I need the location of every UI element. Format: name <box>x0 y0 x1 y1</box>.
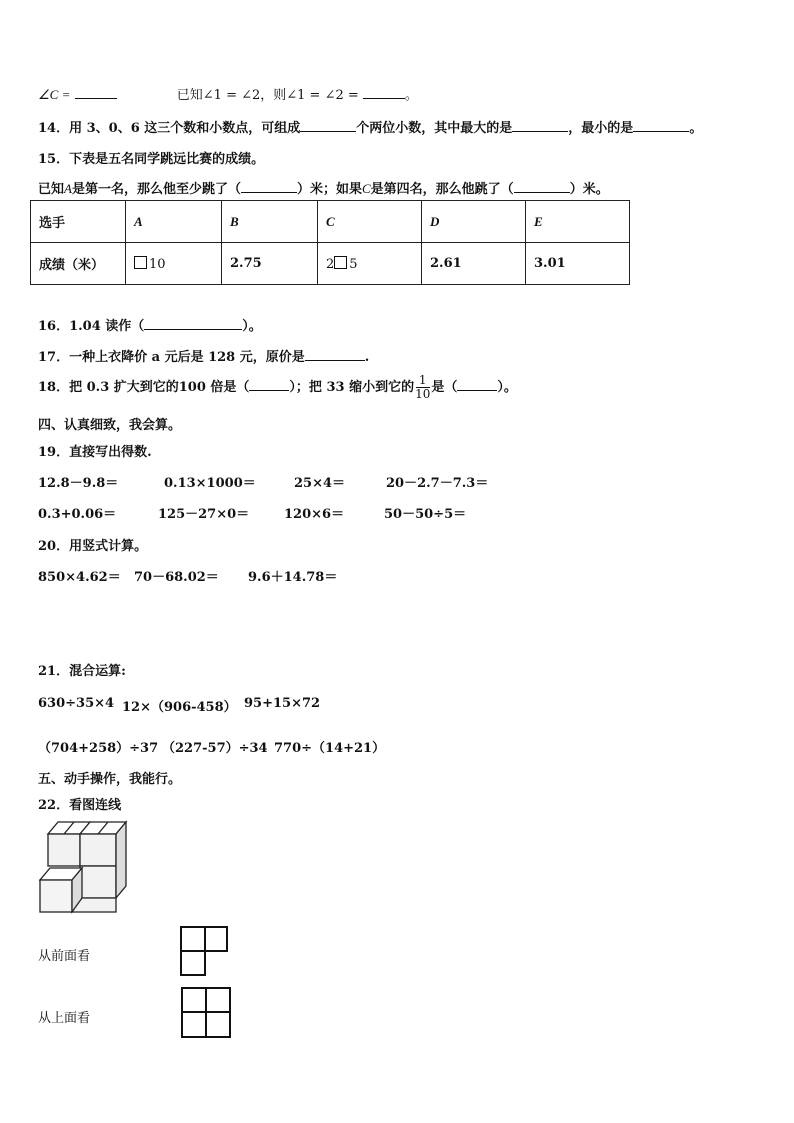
front-view-grid <box>179 925 231 979</box>
q19-item: 120×6＝ <box>284 507 345 522</box>
table-row <box>31 201 630 243</box>
section-4-heading: 四、认真细致，我会算。 <box>38 418 182 433</box>
header-b: B <box>222 201 318 243</box>
question-14: 14．用 3、0、6 这三个数和小数点，可组成 个两位小数，其中最大的是 ，最小的是 。 <box>38 121 703 136</box>
header-d: D <box>422 201 526 243</box>
cube-stack-figure <box>38 818 138 918</box>
cell-a: 10 <box>126 243 222 285</box>
q18-blank-1 <box>249 378 289 391</box>
top-view-label: 从上面看 <box>38 1011 91 1026</box>
q19-item: 50－50÷5＝ <box>384 507 467 522</box>
angle-equal-blank <box>363 86 405 99</box>
q21-item: 12×（906-458） <box>122 700 237 715</box>
missing-digit-box <box>334 256 347 269</box>
angle-c-blank <box>75 86 117 99</box>
front-view-label: 从前面看 <box>38 949 91 964</box>
angle-line: ∠C = 已知∠1 = ∠2，则∠1 = ∠2 = 。 <box>38 87 418 103</box>
fraction: $\frac{1}{10}$ <box>415 373 431 401</box>
q19-item: 0.13×1000＝ <box>164 476 256 491</box>
question-19-title: 19．直接写出得数. <box>38 445 152 460</box>
top-view-grid <box>180 986 232 1040</box>
header-player: 选手 <box>31 201 126 243</box>
q21-item: 770÷（14+21） <box>274 741 386 756</box>
cell-e: 3.01 <box>526 243 630 285</box>
cell-b: 2.75 <box>222 243 318 285</box>
table-row <box>31 243 630 285</box>
missing-digit-box <box>134 256 147 269</box>
q14-blank-min <box>633 119 689 132</box>
header-e: E <box>526 201 630 243</box>
header-c: C <box>318 201 422 243</box>
q14-blank-max <box>512 119 568 132</box>
q14-blank-count <box>300 119 356 132</box>
row-label: 成绩（米） <box>31 243 126 285</box>
q19-item: 25×4＝ <box>294 476 346 491</box>
question-21-title: 21．混合运算: <box>38 664 126 679</box>
q20-item: 850×4.62＝ <box>38 570 121 585</box>
question-16: 16．1.04 读作（ ）。 <box>38 319 262 334</box>
q19-item: 125－27×0＝ <box>158 507 250 522</box>
question-18: 18．把 0.3 扩大到它的100 倍是（ ）；把 33 缩小到它的 $\frac{1}{10}$ 是（ ）。 <box>38 373 517 401</box>
q20-item: 70－68.02＝ <box>134 570 219 585</box>
q20-item: 9.6＋14.78＝ <box>248 570 338 585</box>
q19-item: 0.3+0.06＝ <box>38 507 117 522</box>
question-15-title: 15．下表是五名同学跳远比赛的成绩。 <box>38 152 265 167</box>
q15-blank-c <box>514 180 570 193</box>
q21-item: （704+258）÷37 <box>38 741 159 756</box>
q21-item: 95+15×72 <box>244 696 321 711</box>
angle-c-label: ∠C = <box>38 87 71 102</box>
q21-item: 630÷35×4 <box>38 696 115 711</box>
score-table <box>30 200 630 285</box>
question-20-title: 20．用竖式计算。 <box>38 539 148 554</box>
q21-item: （227-57）÷34 <box>162 741 268 756</box>
q16-blank <box>144 317 242 330</box>
angle-known-text: 已知∠1 = ∠2，则∠1 = ∠2 = <box>176 88 359 103</box>
header-a: A <box>126 201 222 243</box>
cell-c: 2 5 <box>318 243 422 285</box>
question-15-text: 已知A是第一名，那么他至少跳了（ ）米；如果C是第四名，那么他跳了（ ）米。 <box>38 181 609 197</box>
q17-blank <box>305 348 365 361</box>
q18-blank-2 <box>457 378 497 391</box>
question-22-title: 22．看图连线 <box>38 798 122 813</box>
q19-item: 20－2.7－7.3＝ <box>386 476 489 491</box>
question-17: 17．一种上衣降价 a 元后是 128 元，原价是 . <box>38 350 370 365</box>
cell-d: 2.61 <box>422 243 526 285</box>
section-5-heading: 五、动手操作，我能行。 <box>38 772 182 787</box>
q19-item: 12.8－9.8＝ <box>38 476 119 491</box>
q15-blank-a <box>241 180 297 193</box>
